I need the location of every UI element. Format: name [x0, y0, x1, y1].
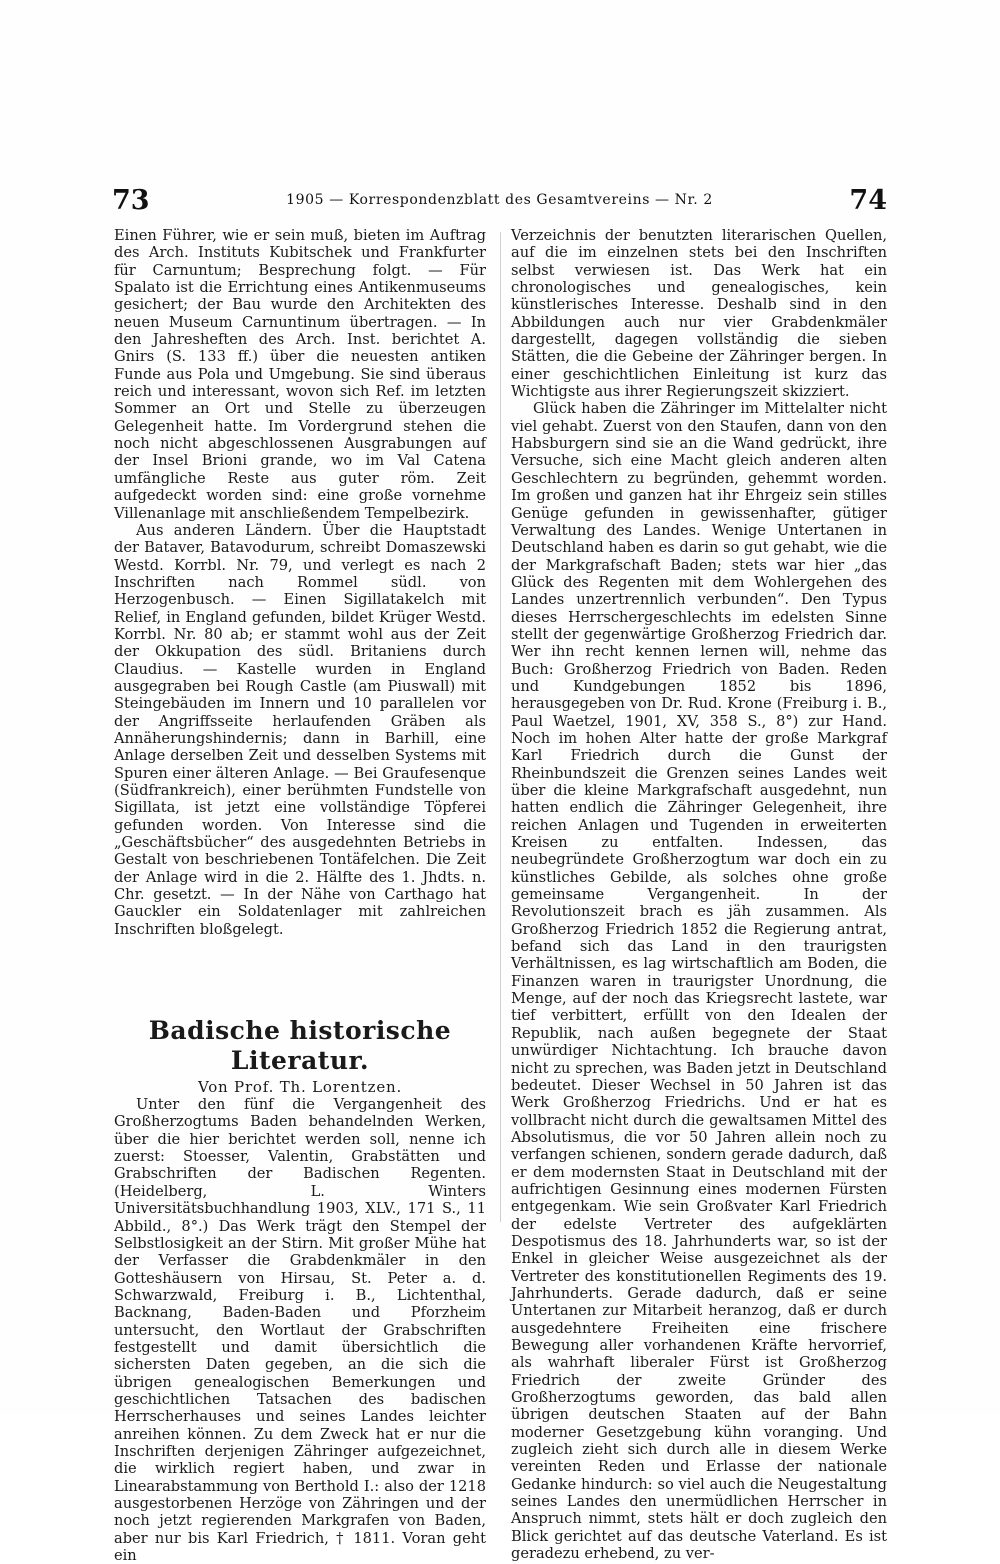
left-column	[114, 227, 486, 1564]
paragraph: Unter den fünf die Vergangenheit des Großherzogtums Baden behandelnden Werken, über die hier berichtet werden soll, nenne ich zuerst: Stoesser, Valentin, Grabstätten und Grabschriften der Badischen Regenten. (Heidelberg, L. Winters Universitätsbuchhandlung 1903, XLV., 171 S., 11 Abbild., 8°.) Das Werk trägt den Stempel der Selbstlosigkeit an der Stirn. Mit großer Mühe hat der Verfasser die Grabdenkmäler in den Gotteshäusern von Hirsau, St. Peter a. d. Schwarzwald, Freiburg i. B., Lichtenthal, Backnang, Baden-Baden und Pforzheim untersucht, den Wortlaut der Grabschriften festgestellt und damit übersichtlich die sichersten Daten gegeben, an die sich die übrigen genealogischen Bemerkungen und geschichtlichen Tatsachen des badischen Herrscherhauses und seines Landes leichter anreihen können. Zu dem Zweck hat er nur die Inschriften derjenigen Zähringer aufgezeichnet, die wirklich regiert haben, und zwar in Linearabstammung von Berthold I.: also der 1218 ausgestorbenen Herzöge von Zähringen und der noch jetzt regierenden Markgrafen von Baden, aber nur bis Karl Friedrich, † 1811. Voran geht ein	[114, 1096, 486, 1564]
paragraph: Verzeichnis der benutzten literarischen Quellen, auf die im einzelnen stets bei den Inschriften selbst verwiesen ist. Das Werk hat ein chronologisches und genealogisches, kein künstlerisches Interesse. Deshalb sind in den Abbildungen auch nur vier Grabdenkmäler dargestellt, dagegen vollständig die sieben Stätten, die die Gebeine der Zähringer bergen. In einer geschichtlichen Einleitung ist kurz das Wichtigste aus ihrer Regierungszeit skizziert.	[511, 227, 887, 401]
right-column	[511, 227, 887, 1562]
paragraph: Einen Führer, wie er sein muß, bieten im Auftrag des Arch. Instituts Kubitschek und Frankfurter für Carnuntum; Besprechung folgt. — Für Spalato ist die Errichtung eines Antikenmuseums gesichert; der Bau wurde den Architekten des neuen Museum Carnuntinum übertragen. — In den Jahresheften des Arch. Inst. berichtet A. Gnirs (S. 133 ff.) über die neuesten antiken Funde aus Pola und Umgebung. Sie sind überaus reich und interessant, wovon sich Ref. im letzten Sommer an Ort und Stelle zu überzeugen Gelegenheit hatte. Im Vordergrund stehen die noch nicht abgeschlossenen Ausgrabungen auf der Insel Brioni grande, wo im Val Catena umfängliche Reste aus guter röm. Zeit aufgedeckt worden sind: eine große vornehme Villenanlage mit anschließendem Tempelbezirk.	[114, 227, 486, 522]
page-number-left: 73	[112, 185, 150, 216]
page-header	[112, 186, 887, 222]
page-number-right: 74	[849, 185, 887, 216]
section-byline: Von Prof. Th. Lorentzen.	[197, 1078, 403, 1097]
paragraph: Aus anderen Ländern. Über die Hauptstadt der Bataver, Batavodurum, schreibt Domaszewski Westd. Korrbl. Nr. 79, und verlegt es nach 2 Inschriften nach Rommel südl. von Herzogenbusch. — Einen Sigillatakelch mit Relief, in England gefunden, bildet Krüger Westd. Korrbl. Nr. 80 ab; er stammt wohl aus der Zeit der Okkupation des südl. Britaniens durch Claudius. — Kastelle wurden in England ausgegraben bei Rough Castle (am Piuswall) mit Steingebäuden im Innern und 10 parallelen vor der Angriffsseite herlaufenden Gräben als Annäherungshindernis; dann in Barhill, eine Anlage derselben Zeit und desselben Systems mit Spuren einer älteren Anlage. — Bei Graufesenque (Südfrankreich), einer berühmten Fundstelle von Sigillata, ist jetzt eine vollständige Töpferei gefunden worden. Von Interesse sind die „Geschäftsbücher“ des ausgedehnten Betriebs in Gestalt von beschriebenen Tontäfelchen. Die Zeit der Anlage wird in die 2. Hälfte des 1. Jhdts. n. Chr. gesetzt. — In der Nähe von Carthago hat Gauckler ein Soldatenlager mit zahlreichen Inschriften bloßgelegt.	[114, 521, 486, 938]
paragraph: Glück haben die Zähringer im Mittelalter nicht viel gehabt. Zuerst von den Staufen, dann von den Habsburgern sind sie an die Wand gedrückt, ihre Versuche, sich eine Macht gleich anderen alten Geschlechtern zu begründen, gehemmt worden. Im großen und ganzen hat ihr Ehrgeiz sein stilles Genüge gefunden in gewissenhafter, gütiger Verwaltung des Landes. Wenige Untertanen in Deutschland haben es darin so gut gehabt, wie die der Markgrafschaft Baden; stets war hier „das Glück des Regenten mit dem Wohlergehen des Landes unzertrennlich verbunden“. Den Typus dieses Herrschergeschlechts im edelsten Sinne stellt der gegenwärtige Großherzog Friedrich dar. Wer ihn recht kennen lernen will, nehme das Buch: Großherzog Friedrich von Baden. Reden und Kundgebungen 1852 bis 1896, herausgegeben von Dr. Rud. Krone (Freiburg i. B., Paul Waetzel, 1901, XV, 358 S., 8°) zur Hand. Noch im hohen Alter hatte der große Markgraf Karl Friedrich durch die Gunst der Rheinbundszeit die Grenzen seines Landes weit über die kleine Markgrafschaft ausgedehnt, nun hatten endlich die Zähringer Gelegenheit, ihre reichen Anlagen und Tugenden in erweiterten Kreisen zu entfalten. Indessen, das neubegründete Großherzogtum war doch ein zu künstliches Gebilde, als solches ohne große gemeinsame Vergangenheit. In der Revolutionszeit brach es jäh zusammen. Als Großherzog Friedrich 1852 die Regierung antrat, befand sich das Land in den traurigsten Verhältnissen, es lag wirtschaftlich am Boden, die Finanzen waren in traurigster Unordnung, die Menge, auf der noch das Kriegsrecht lastete, war tief verbittert, erfüllt von den Idealen der Republik, nach außen begegnete der Staat unwürdiger Nichtachtung. Ich brauche davon nicht zu sprechen, was Baden jetzt in Deutschland bedeutet. Dieser Wechsel in 50 Jahren ist das Werk Großherzog Friedrichs. Und er hat es vollbracht nicht durch die gewaltsamen Mittel des Absolutismus, die vor 50 Jahren allein noch zu verfangen schienen, sondern gerade dadurch, daß er dem modernsten Staat in Deutschland mit der aufrichtigen Gesinnung eines modernen Fürsten entgegenkam. Wie sein Großvater Karl Friedrich der edelste Vertreter des aufgeklärten Despotismus des 18. Jahrhunderts war, so ist der Enkel in gleicher Weise ausgezeichnet als der Vertreter des konstitutionellen Regiments des 19. Jahrhunderts. Gerade dadurch, daß er seine Untertanen zur Mitarbeit heranzog, daß er durch ausgedehntere Freiheiten eine frischere Bewegung aller vorhandenen Kräfte hervorrief, als wahrhaft liberaler Fürst ist Großherzog Friedrich der zweite Gründer des Großherzogtums geworden, das bald allen übrigen deutschen Staaten auf der Bahn moderner Gesetzgebung kühn voranging. Und zugleich zieht sich durch alle in diesem Werke vereinten Reden und Erlasse der nationale Gedanke hindurch: so viel auch die Neugestaltung seines Landes den unermüdlichen Herrscher in Anspruch nimmt, stets hält er doch zugleich den Blick gerichtet auf das deutsche Vaterland. Es ist geradezu erhebend, zu ver-	[511, 400, 887, 1563]
section-title: Badische historische Literatur.	[148, 1016, 452, 1076]
running-title: 1905 — Korrespondenzblatt des Gesamtvereins — Nr. 2	[286, 192, 713, 208]
column-divider	[500, 232, 501, 1222]
